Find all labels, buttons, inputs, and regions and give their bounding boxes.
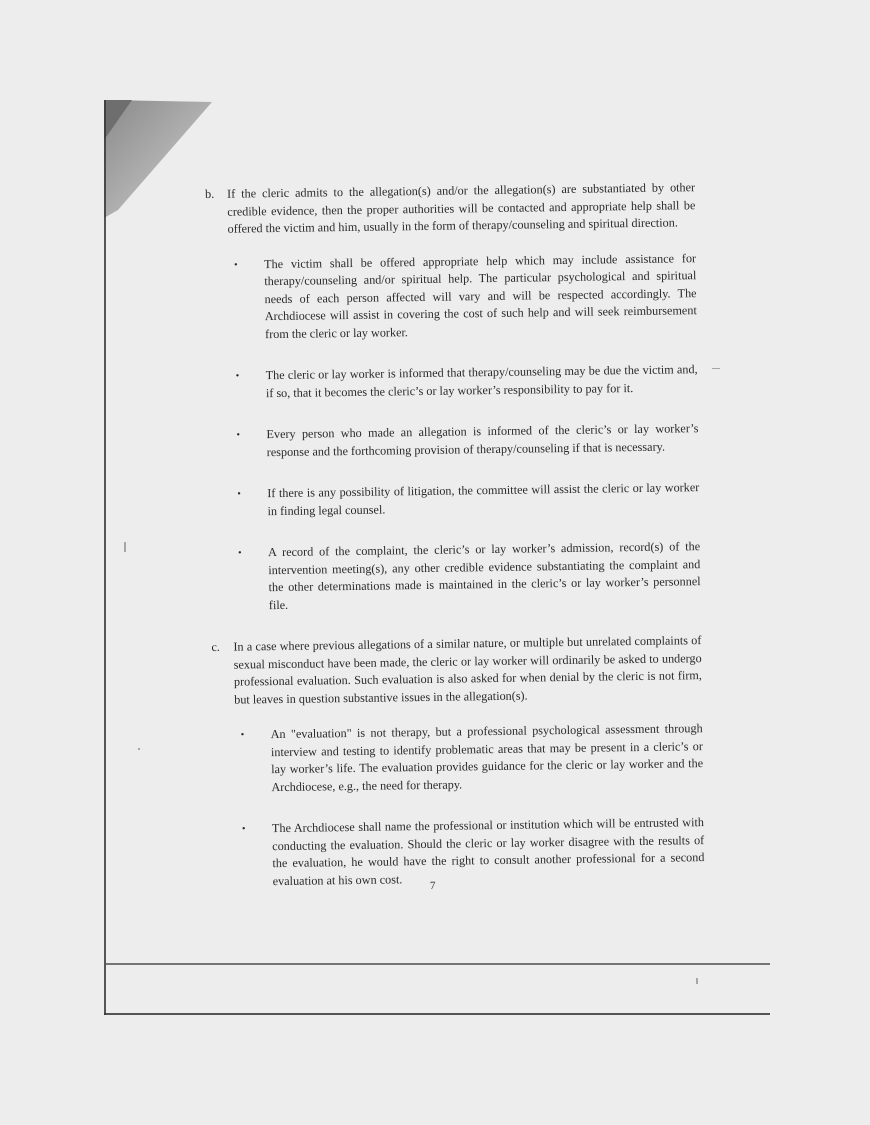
scan-speck [712,368,720,369]
list-item [237,479,699,520]
section-b [205,179,696,238]
scan-speck [124,542,126,552]
bullet-text: Every person who made an allegation is informed of the cleric’s or lay worker’s response and the forthcoming provision of therapy/counseling if that is necessary. [266,421,699,459]
bullet-glyph: • [238,547,242,559]
section-b-marker: b. [205,186,215,201]
bullet-glyph: • [241,823,246,835]
bullet-glyph: • [235,370,240,382]
bullet-glyph: • [240,729,245,741]
list-item [241,720,704,796]
folded-corner-shadow [104,100,214,220]
scan-speck [696,978,698,984]
bullet-text: If there is any possibility of litigation, the committee will assist the cleric or lay worker in finding legal counsel. [267,480,700,518]
section-c [211,632,702,709]
list-item [241,814,705,893]
bullet-glyph: • [237,488,241,500]
section-b-bullet-list [234,250,701,615]
section-c-text: In a case where previous allegations of a similar nature, or multiple but unrelated complaints of sexual misconduct have been made, the cleric or lay worker will ordinarily be asked to undergo professional evaluation. Such evaluation is also asked for when denial by the cleric is not firm, but leaves in question substantive issues in the allegation(s). [233,633,702,707]
bullet-text: The victim shall be offered appropriate help which may include assistance for therapy/counseling and/or spiritual help. The particular psychological and spiritual needs of each person affected will vary and will be respected accordingly. The Archdiocese will assist in covering the cost of such help and will seek reimbursement from the cleric or lay worker. [263,250,697,341]
bullet-glyph: • [236,429,241,441]
page-left-edge [104,100,106,1015]
section-c-bullet-list [240,720,705,893]
page-number: 7 [429,879,436,893]
list-item [236,361,698,402]
scan-speck [138,748,140,750]
section-b-text: If the cleric admits to the allegation(s) and/or the allegation(s) are substantiated by other credible evidence, then the proper authorities will be contacted and appropriate help shall be offered the victim and him, usually in the form of therapy/counseling and spiritual direction. [227,180,696,236]
bullet-text: The cleric or lay worker is informed that therapy/counseling may be due the victim and, if so, that it becomes the cleric’s or lay worker’s responsibility to pay for it. [265,362,698,400]
list-item [234,250,697,344]
page-bottom-edge [104,1013,770,1015]
bullet-text: An "evaluation" is not therapy, but a professional psychological assessment through interview and testing to identify problematic areas that may be present in a cleric’s or lay worker’s life. The evaluation provides guidance for the cleric or lay worker and the Archdiocese, e.g., the need for therapy. [270,721,704,794]
list-item [238,538,701,614]
bullet-text: The Archdiocese shall name the professional or institution which will be entrusted with conducting the evaluation. Should the cleric or lay worker disagree with the results of the evaluation, he would have the right to consult another professional for a second evaluation at his own cost. [271,815,705,888]
document-body [205,179,705,915]
bullet-text: A record of the complaint, the cleric’s or lay worker’s admission, record(s) of the intervention meeting(s), any other credible evidence substantiating the complaint and the other determinations made is maintained in the cleric’s or lay worker’s personnel file. [268,539,701,612]
list-item [236,420,698,461]
section-c-marker: c. [211,639,221,654]
page-fold-line [106,963,770,965]
bullet-glyph: • [234,259,238,271]
